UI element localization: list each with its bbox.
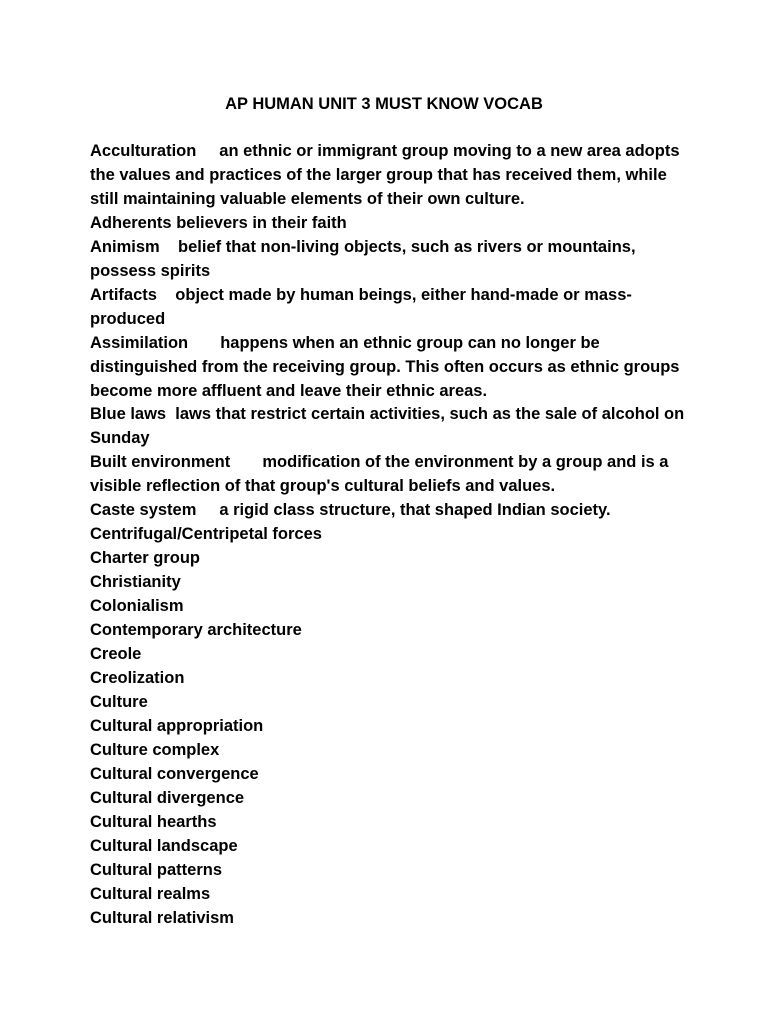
vocab-term: Cultural convergence (90, 764, 259, 783)
document-title: AP HUMAN UNIT 3 MUST KNOW VOCAB (225, 95, 543, 113)
vocab-term: Cultural appropriation (90, 716, 264, 735)
vocab-entry (90, 332, 690, 404)
vocab-term: Cultural patterns (90, 860, 223, 879)
vocab-term: Built environment (90, 453, 231, 472)
vocab-entry (90, 140, 690, 212)
vocab-entry (90, 499, 690, 523)
vocab-term: Cultural landscape (90, 836, 238, 855)
vocab-entry (90, 835, 690, 859)
vocab-term: Colonialism (90, 597, 184, 616)
vocab-entry (90, 763, 690, 787)
vocab-entry (90, 859, 690, 883)
vocab-term: Animism (90, 237, 160, 256)
vocab-entry (90, 715, 690, 739)
vocab-entry (90, 907, 690, 931)
vocab-term: Cultural realms (90, 884, 211, 903)
vocab-term: Artifacts (90, 285, 157, 304)
vocab-definition: believers in their faith (176, 213, 347, 232)
vocab-definition: an ethnic or immigrant group moving to a new area adopts the values and practices of the larger group that has received them, while still maintaining valuable elements of their own culture. (90, 142, 680, 208)
vocab-entry (90, 403, 690, 451)
vocab-term: Charter group (90, 549, 201, 568)
vocab-entry (90, 571, 690, 595)
vocab-entry (90, 691, 690, 715)
vocab-term: Blue laws (90, 405, 167, 424)
vocab-definition: belief that non-living objects, such as rivers or mountains, possess spirits (90, 237, 636, 280)
vocab-term: Acculturation (90, 142, 197, 160)
vocab-entry (90, 883, 690, 907)
vocab-definition: a rigid class structure, that shaped Indian society. (219, 501, 611, 520)
vocab-term: Cultural divergence (90, 788, 245, 807)
vocab-term: Culture (90, 692, 148, 711)
vocab-entry (90, 523, 690, 547)
vocab-definition: happens when an ethnic group can no longer be distinguished from the receiving group. This often occurs as ethnic groups become more affluent and leave their ethnic areas. (90, 333, 680, 400)
vocab-entry (90, 212, 690, 236)
vocab-definition: modification of the environment by a group and is a visible reflection of that group's cultural beliefs and values. (90, 453, 669, 496)
vocab-entry (90, 667, 690, 691)
vocab-entry (90, 451, 690, 499)
vocab-entry (90, 595, 690, 619)
vocab-entry (90, 619, 690, 643)
vocab-term: Cultural hearths (90, 812, 217, 831)
vocab-definition: object made by human beings, either hand-made or mass-produced (90, 285, 632, 328)
vocab-definition: laws that restrict certain activities, such as the sale of alcohol on Sunday (90, 405, 685, 448)
vocab-term: Cultural relativism (90, 908, 234, 927)
vocab-term: Creolization (90, 668, 185, 687)
vocab-term: Adherents (90, 213, 172, 232)
vocab-entry (90, 643, 690, 667)
vocab-entry (90, 787, 690, 811)
vocab-term: Contemporary architecture (90, 621, 302, 640)
vocab-term: Christianity (90, 573, 181, 592)
vocab-entry (90, 236, 690, 284)
vocab-term: Creole (90, 645, 142, 664)
vocab-list (90, 140, 690, 930)
vocab-term: Caste system (90, 501, 197, 520)
vocab-entry (90, 811, 690, 835)
vocab-term: Centrifugal/Centripetal forces (90, 525, 322, 544)
vocab-entry (90, 284, 690, 332)
vocab-entry (90, 547, 690, 571)
vocab-term: Culture complex (90, 740, 220, 759)
vocab-entry (90, 739, 690, 763)
vocab-term: Assimilation (90, 333, 189, 352)
